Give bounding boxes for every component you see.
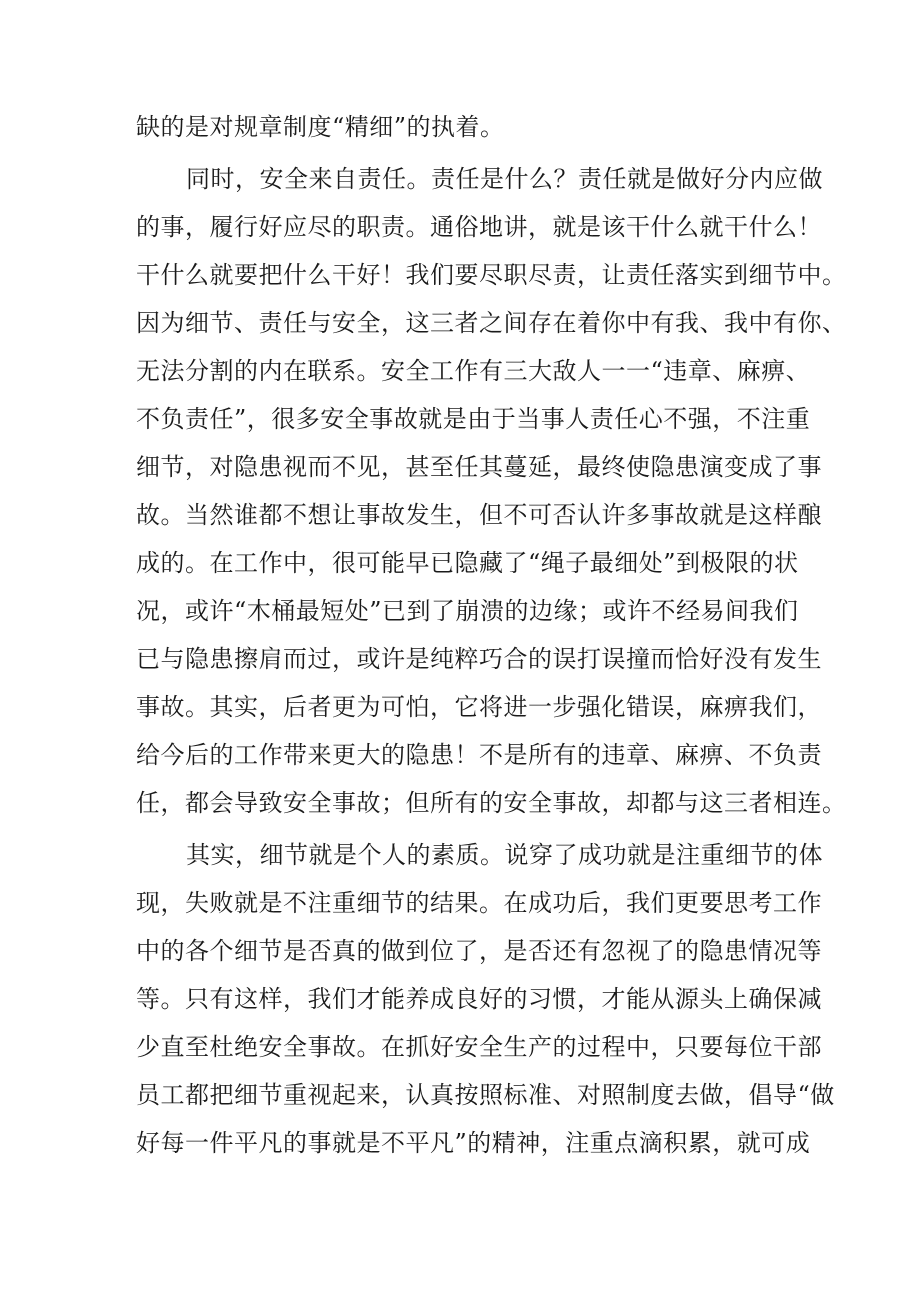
text-line: 好每一件平凡的事就是不平凡”的精神，注重点滴积累，就可成 [136, 1129, 811, 1157]
text-line: 细节，对隐患视而不见，甚至任其蔓延，最终使隐患演变成了事 [136, 453, 822, 481]
text-line: 因为细节、责任与安全，这三者之间存在着你中有我、我中有你、 [136, 309, 847, 337]
text-line: 事故。其实，后者更为可怕，它将进一步强化错误，麻痹我们， [136, 693, 822, 721]
text-line: 员工都把细节重视起来，认真按照标准、对照制度去做，倡导“做 [136, 1081, 835, 1109]
paragraph-first-line: 同时，安全来自责任。责任是什么？责任就是做好分内应做 [186, 165, 823, 193]
paragraph-first-line: 其实，细节就是个人的素质。说穿了成功就是注重细节的体 [186, 841, 823, 869]
text-line: 给今后的工作带来更大的隐患！不是所有的违章、麻痹、不负责 [136, 741, 822, 769]
text-line: 已与隐患擦肩而过，或许是纯粹巧合的误打误撞而恰好没有发生 [136, 645, 822, 673]
text-line: 不负责任”，很多安全事故就是由于当事人责任心不强，不注重 [136, 405, 811, 433]
text-line: 无法分割的内在联系。安全工作有三大敌人一一“违章、麻痹、 [136, 357, 811, 385]
text-line: 中的各个细节是否真的做到位了，是否还有忽视了的隐患情况等 [136, 937, 822, 965]
text-line: 干什么就要把什么干好！我们要尽职尽责，让责任落实到细节中。 [136, 261, 847, 289]
text-line: 等。只有这样，我们才能养成良好的习惯，才能从源头上确保减 [136, 985, 822, 1013]
text-line: 成的。在工作中，很可能早已隐藏了“绳子最细处”到极限的状 [136, 549, 799, 577]
text-line: 的事，履行好应尽的职责。通俗地讲，就是该干什么就干什么！ [136, 213, 822, 241]
text-line: 况，或许“木桶最短处”已到了崩溃的边缘；或许不经易间我们 [136, 597, 799, 625]
text-line: 少直至杜绝安全事故。在抓好安全生产的过程中，只要每位干部 [136, 1033, 822, 1061]
text-line: 故。当然谁都不想让事故发生，但不可否认许多事故就是这样酿 [136, 501, 822, 529]
text-line: 现，失败就是不注重细节的结果。在成功后，我们更要思考工作 [136, 889, 822, 917]
text-line: 任，都会导致安全事故；但所有的安全事故，却都与这三者相连。 [136, 789, 847, 817]
text-line: 缺的是对规章制度“精细”的执着。 [136, 113, 505, 141]
